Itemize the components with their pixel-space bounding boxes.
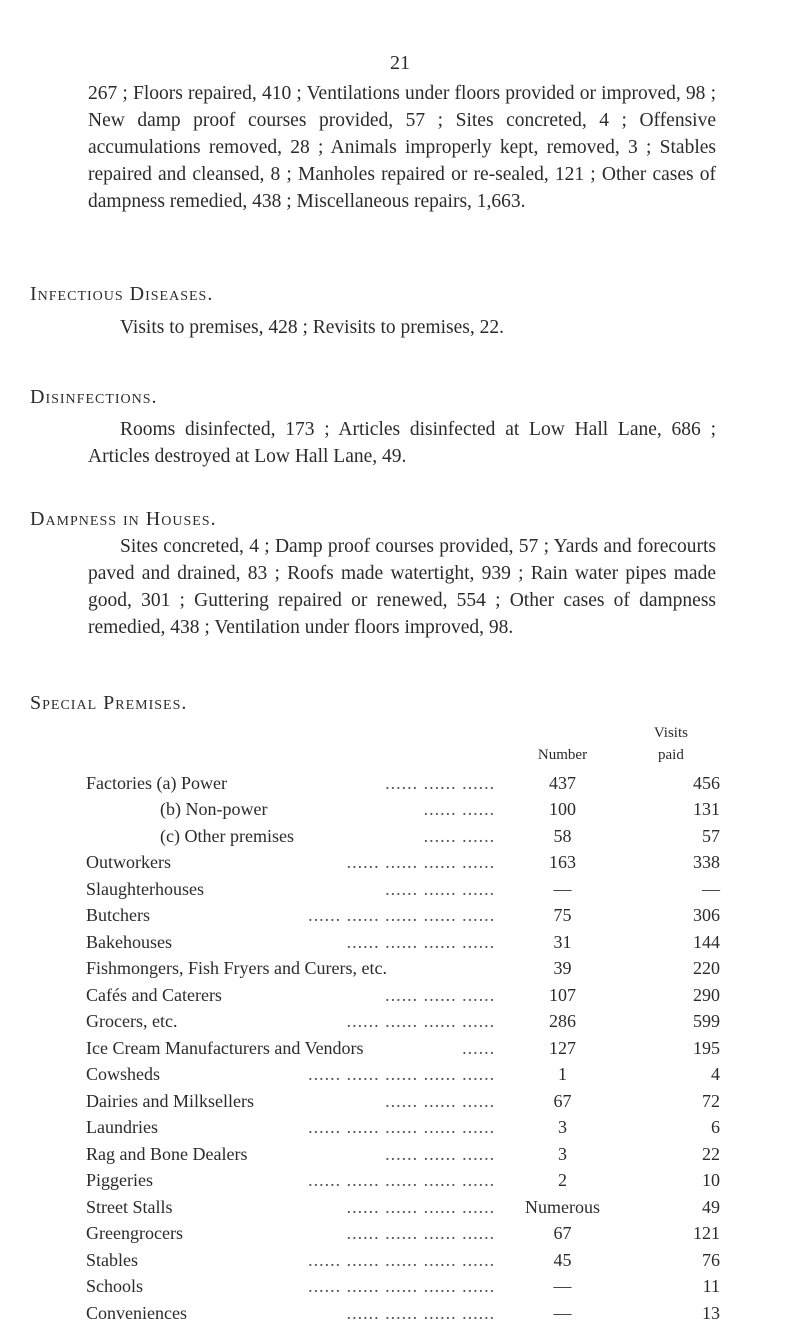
- table-row: [86, 1009, 726, 1036]
- table-row: [86, 1300, 726, 1327]
- row-label: Conveniences: [86, 1302, 187, 1323]
- row-label: Outworkers: [86, 852, 171, 873]
- table-row: [86, 797, 726, 824]
- row-visits: 22: [702, 1143, 720, 1164]
- row-visits: 6: [711, 1117, 720, 1138]
- row-visits: 49: [702, 1196, 720, 1217]
- row-label: Cafés and Caterers: [86, 984, 222, 1005]
- table-header-row: [86, 716, 726, 770]
- row-label: Bakehouses: [86, 931, 172, 952]
- header-visits-line2: paid: [658, 747, 684, 763]
- leader-dots: ...... ...... ......: [385, 1143, 496, 1164]
- row-number: —: [553, 1276, 572, 1297]
- row-number: 3: [557, 1117, 567, 1138]
- table-row: [86, 823, 726, 850]
- row-visits: 57: [702, 825, 720, 846]
- row-label: Piggeries: [86, 1170, 153, 1191]
- row-label: Fishmongers, Fish Fryers and Curers, etc.: [86, 958, 387, 979]
- row-label: Schools: [86, 1276, 144, 1297]
- row-visits: 131: [693, 799, 720, 820]
- leader-dots: ...... ...... ......: [385, 772, 496, 793]
- intro-paragraph: 267 ; Floors repaired, 410 ; Ventilations under floors provided or improved, 98 ; New damp proof courses provided, 57 ; Sites concreted, 4 ; Offensive accumulations removed, 28 ; Animals improperly kept, removed, 3 ; Stables repaired and cleansed, 8 ; Manholes repaired or re-sealed, 121 ; Other cases of dampness remedied, 438 ; Miscellaneous repairs, 1,663.: [88, 83, 716, 212]
- row-visits: 4: [711, 1064, 720, 1085]
- row-visits: 599: [693, 1011, 720, 1032]
- leader-dots: ...... ...... ...... ......: [346, 1196, 496, 1217]
- row-visits: —: [702, 878, 720, 899]
- row-visits: 306: [693, 905, 720, 926]
- table-row: [86, 956, 726, 983]
- row-visits: 72: [702, 1090, 720, 1111]
- table-row: [86, 982, 726, 1009]
- row-number: 39: [553, 958, 572, 979]
- table-row: [86, 1062, 726, 1089]
- row-number: 67: [553, 1223, 572, 1244]
- leader-dots: ...... ...... ...... ...... ......: [308, 1117, 496, 1138]
- row-number: —: [553, 1302, 572, 1323]
- row-label: Grocers, etc.: [86, 1011, 178, 1032]
- table-row: [86, 1035, 726, 1062]
- row-number: 67: [553, 1090, 572, 1111]
- leader-dots: ...... ...... ...... ......: [346, 1223, 496, 1244]
- table-row: [86, 1115, 726, 1142]
- table-row: [86, 770, 726, 797]
- leader-dots: ...... ...... ......: [385, 984, 496, 1005]
- disinfections-text: Rooms disinfected, 173 ; Articles disinfected at Low Hall Lane, 686 ; Articles destroyed at Low Hall Lane, 49.: [88, 419, 716, 467]
- infectious-diseases-text: Visits to premises, 428 ; Revisits to premises, 22.: [120, 317, 504, 338]
- row-label: Slaughterhouses: [86, 878, 204, 899]
- row-label: Street Stalls: [86, 1196, 173, 1217]
- heading-infectious-diseases: Infectious Diseases.: [30, 283, 214, 305]
- leader-dots: ...... ......: [423, 799, 496, 820]
- leader-dots: ...... ...... ...... ......: [346, 931, 496, 952]
- heading-special-premises: Special Premises.: [30, 692, 188, 714]
- leader-dots: ...... ......: [423, 825, 496, 846]
- table-row: [86, 929, 726, 956]
- row-visits: 76: [702, 1249, 720, 1270]
- page-number: 21: [390, 52, 410, 74]
- row-visits: 220: [693, 958, 720, 979]
- row-visits: 456: [693, 772, 720, 793]
- header-visits-line1: Visits: [653, 725, 688, 741]
- row-label: Ice Cream Manufacturers and Vendors: [86, 1037, 364, 1058]
- leader-dots: ...... ...... ......: [385, 1090, 496, 1111]
- row-visits: 121: [693, 1223, 720, 1244]
- row-number: 3: [557, 1143, 567, 1164]
- row-number: 75: [553, 905, 572, 926]
- leader-dots: ...... ...... ...... ......: [346, 1011, 496, 1032]
- special-premises-table: [86, 716, 726, 1327]
- row-label: Cowsheds: [86, 1064, 161, 1085]
- header-visits-paid: [622, 716, 726, 770]
- row-number: 127: [548, 1037, 576, 1058]
- row-visits: 13: [702, 1302, 720, 1323]
- dampness-text: Sites concreted, 4 ; Damp proof courses provided, 57 ; Yards and forecourts paved and drained, 83 ; Roofs made watertight, 939 ; Rain water pipes made good, 301 ; Guttering repaired or renewed, 554 ; Other cases of dampness remedied, 438 ; Ventilation under floors improved, 98.: [88, 536, 716, 638]
- row-visits: 11: [702, 1276, 720, 1297]
- heading-disinfections: Disinfections.: [30, 386, 158, 408]
- leader-dots: ...... ...... ...... ......: [346, 1302, 496, 1323]
- row-visits: 195: [693, 1037, 720, 1058]
- row-visits: 144: [693, 931, 720, 952]
- leader-dots: ...... ...... ...... ......: [346, 852, 496, 873]
- row-visits: 10: [702, 1170, 720, 1191]
- row-visits: 338: [693, 852, 720, 873]
- row-number: —: [553, 878, 572, 899]
- table-row: [86, 1088, 726, 1115]
- row-label: (c) Other premises: [160, 825, 294, 846]
- table-row: [86, 1221, 726, 1248]
- row-number: Numerous: [524, 1196, 600, 1217]
- table-row: [86, 850, 726, 877]
- row-number: 1: [557, 1064, 567, 1085]
- leader-dots: ...... ...... ...... ...... ......: [308, 1276, 496, 1297]
- row-label: Stables: [86, 1249, 138, 1270]
- row-number: 2: [557, 1170, 567, 1191]
- heading-dampness-in-houses: Dampness in Houses.: [30, 508, 217, 530]
- row-label: (b) Non-power: [160, 799, 268, 820]
- leader-dots: ...... ...... ...... ...... ......: [308, 1170, 496, 1191]
- table-row: [86, 1247, 726, 1274]
- header-number: Number: [537, 747, 588, 763]
- row-label: Laundries: [86, 1117, 158, 1138]
- row-visits: 290: [693, 984, 720, 1005]
- leader-dots: ......: [462, 1037, 496, 1058]
- leader-dots: ...... ...... ...... ...... ......: [308, 905, 496, 926]
- leader-dots: ...... ...... ......: [385, 878, 496, 899]
- leader-dots: [387, 958, 503, 979]
- row-label: Greengrocers: [86, 1223, 183, 1244]
- row-label: Rag and Bone Dealers: [86, 1143, 248, 1164]
- table-row: [86, 1194, 726, 1221]
- row-number: 107: [548, 984, 576, 1005]
- leader-dots: ...... ...... ...... ...... ......: [308, 1249, 496, 1270]
- row-label: Factories (a) Power: [86, 772, 227, 793]
- row-number: 45: [553, 1249, 572, 1270]
- table-row: [86, 1274, 726, 1301]
- leader-dots: ...... ...... ...... ...... ......: [308, 1064, 496, 1085]
- row-label: Butchers: [86, 905, 150, 926]
- table-row: [86, 903, 726, 930]
- row-number: 31: [553, 931, 572, 952]
- row-number: 58: [553, 825, 572, 846]
- row-number: 286: [548, 1011, 576, 1032]
- row-number: 437: [548, 772, 576, 793]
- table-row: [86, 1168, 726, 1195]
- table-row: [86, 1141, 726, 1168]
- row-number: 100: [548, 799, 576, 820]
- table-row: [86, 876, 726, 903]
- row-label: Dairies and Milksellers: [86, 1090, 254, 1111]
- row-number: 163: [548, 852, 576, 873]
